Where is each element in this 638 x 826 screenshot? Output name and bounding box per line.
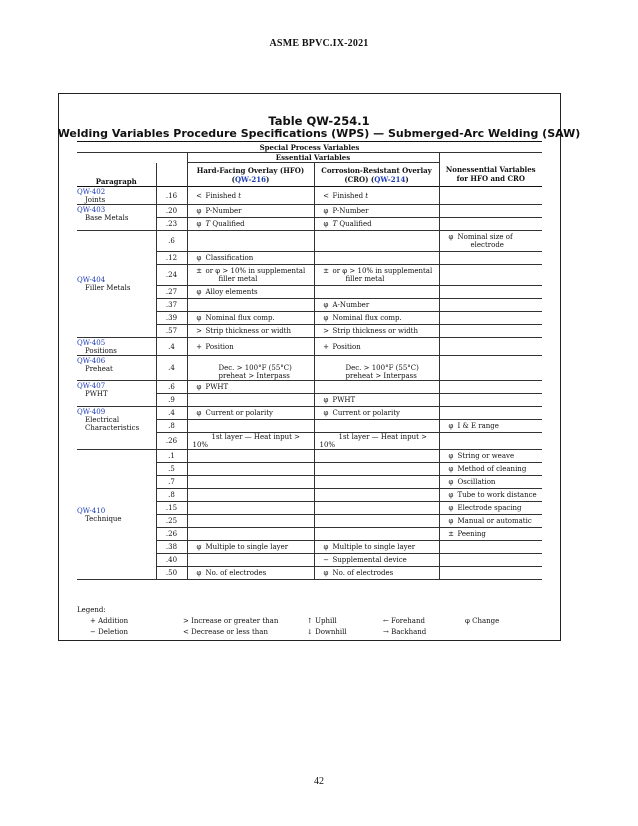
- nonessential-cell: [439, 407, 542, 420]
- nonessential-cell: [439, 489, 542, 502]
- hfo-symbol: +: [196, 342, 202, 351]
- hfo-text: Current or polarity: [205, 409, 273, 417]
- cro-symbol: φ: [323, 409, 329, 417]
- table-row: [77, 231, 542, 252]
- group-name: Electrical: [85, 416, 120, 424]
- cro-cell: [314, 433, 439, 450]
- nonessential-symbol: φ: [448, 465, 454, 473]
- cro-text: 1st layer — Heat input > 10%: [319, 433, 427, 449]
- hfo-text: 1st layer — Heat input > 10%: [192, 433, 300, 449]
- cro-cell: [314, 265, 439, 286]
- hfo-symbol: φ: [196, 314, 202, 322]
- nonessential-cell: [439, 420, 542, 433]
- group-code-link[interactable]: QW-406: [77, 357, 106, 365]
- hfo-cell: [187, 407, 314, 420]
- variable-number: .12: [156, 252, 187, 265]
- cro-cell: [314, 356, 439, 381]
- essential-header: Essential Variables: [187, 153, 439, 163]
- hfo-cell: [187, 252, 314, 265]
- table-row: [77, 381, 542, 394]
- cro-symbol: +: [323, 342, 329, 351]
- cro-text-cont: preheat > Interpass: [345, 372, 417, 380]
- nonessential-text: Peening: [457, 530, 486, 538]
- nonessential-text: String or weave: [457, 452, 515, 460]
- nonessential-cell: [439, 338, 542, 356]
- variable-symbol: t: [238, 191, 242, 200]
- cro-symbol: φ: [323, 569, 329, 577]
- hfo-cell: [187, 502, 314, 515]
- cro-cell: [314, 450, 439, 463]
- group-base: [77, 205, 156, 231]
- cro-symbol: φ: [323, 314, 329, 322]
- text-part: Finished: [205, 191, 239, 200]
- nonessential-symbol: ±: [448, 530, 454, 538]
- hfo-symbol: φ: [196, 254, 202, 262]
- nonessential-text: Method of cleaning: [457, 465, 527, 473]
- cro-cell: [314, 528, 439, 541]
- variables-table: [77, 141, 542, 580]
- hfo-cell: [187, 450, 314, 463]
- nonessential-cell: [439, 476, 542, 489]
- hfo-cell: [187, 381, 314, 394]
- hfo-text: Classification: [205, 254, 254, 262]
- variable-number: .57: [156, 325, 187, 338]
- hfo-symbol: φ: [196, 220, 202, 228]
- nonessential-cell: [439, 218, 542, 231]
- cro-cell: [314, 312, 439, 325]
- variable-number: .37: [156, 299, 187, 312]
- cro-cell: [314, 554, 439, 567]
- nonessential-cell: [439, 528, 542, 541]
- cro-cell: [314, 541, 439, 554]
- variable-number: .1: [156, 450, 187, 463]
- nonessential-cell: [439, 541, 542, 554]
- hfo-ref-link[interactable]: QW-216: [234, 174, 267, 184]
- special-process-header: Special Process Variables: [77, 142, 542, 153]
- group-code-link[interactable]: QW-404: [77, 276, 106, 284]
- variable-number: .4: [156, 407, 187, 420]
- variable-number: .40: [156, 554, 187, 567]
- variable-number: .8: [156, 420, 187, 433]
- nonessential-symbol: φ: [448, 491, 454, 499]
- hfo-cell: [187, 489, 314, 502]
- legend-increase: > Increase or greater than: [183, 617, 279, 625]
- cro-header: Corrosion-Resistant Overlay (CRO) (QW-214): [314, 163, 439, 187]
- cro-cell: [314, 515, 439, 528]
- hfo-text-cont: preheat > Interpass: [218, 372, 290, 380]
- group-name: Preheat: [85, 365, 113, 373]
- variable-symbol: T: [332, 220, 338, 228]
- cro-text-cont: filler metal: [345, 275, 385, 283]
- hfo-symbol: >: [196, 327, 202, 335]
- hfo-cell: [187, 231, 314, 252]
- cro-text: Current or polarity: [332, 409, 400, 417]
- group-code-link[interactable]: QW-405: [77, 339, 106, 347]
- group-name: Positions: [85, 347, 117, 355]
- table-row: [77, 450, 542, 463]
- hfo-cell: [187, 265, 314, 286]
- group-technique: [77, 450, 156, 580]
- legend-uphill: ↑ Uphill: [307, 617, 337, 625]
- cro-symbol: φ: [323, 207, 329, 215]
- cro-symbol: φ: [323, 301, 329, 309]
- hfo-symbol: φ: [196, 288, 202, 296]
- cro-text: Dec. > 100°F (55°C): [345, 364, 419, 372]
- nonessential-cell: [439, 433, 542, 450]
- cro-cell: [314, 325, 439, 338]
- cro-text: [333, 220, 372, 228]
- cro-cell: [314, 381, 439, 394]
- nonessential-cell: [439, 567, 542, 580]
- group-code-link[interactable]: QW-409: [77, 408, 106, 416]
- cro-symbol: φ: [323, 220, 329, 228]
- hfo-text: P-Number: [205, 207, 242, 215]
- hfo-cell: [187, 299, 314, 312]
- variable-number: .16: [156, 187, 187, 205]
- cro-cell: [314, 205, 439, 218]
- hfo-symbol: φ: [196, 383, 202, 391]
- cro-cell: [314, 489, 439, 502]
- nonessential-cell: [439, 394, 542, 407]
- table-row: [77, 338, 542, 356]
- cro-cell: [314, 407, 439, 420]
- variable-number: .4: [156, 356, 187, 381]
- hfo-cell: [187, 312, 314, 325]
- hfo-cell: [187, 218, 314, 231]
- nonessential-symbol: φ: [448, 233, 454, 241]
- hfo-cell: [187, 528, 314, 541]
- nonessential-cell: [439, 231, 542, 252]
- cro-cell: [314, 394, 439, 407]
- variable-number: .26: [156, 433, 187, 450]
- cro-cell: [314, 502, 439, 515]
- table-title: Welding Variables Procedure Specifications (WPS) — Submerged-Arc Welding (SAW): [57, 127, 581, 140]
- cro-text: A-Number: [332, 301, 370, 309]
- hfo-label: Hard-Facing Overlay (HFO): [196, 165, 305, 175]
- cro-cell: [314, 476, 439, 489]
- hfo-cell: [187, 463, 314, 476]
- nonessential-symbol: φ: [448, 517, 454, 525]
- hfo-text: Alloy elements: [205, 288, 258, 296]
- hfo-symbol: φ: [196, 207, 202, 215]
- group-code-link[interactable]: QW-403: [77, 206, 106, 214]
- variable-number: .6: [156, 231, 187, 252]
- variable-symbol: T: [205, 220, 211, 228]
- variable-number: .7: [156, 476, 187, 489]
- hfo-cell: [187, 567, 314, 580]
- nonessential-text-cont: electrode: [470, 241, 504, 249]
- hfo-text-cont: filler metal: [218, 275, 258, 283]
- variable-number: .38: [156, 541, 187, 554]
- hfo-text: PWHT: [205, 383, 229, 391]
- cro-text: P-Number: [332, 207, 369, 215]
- nonessential-symbol: φ: [448, 422, 454, 430]
- table-row: [77, 205, 542, 218]
- cro-text: [333, 192, 369, 200]
- group-name: Technique: [85, 514, 122, 523]
- group-filler: [77, 231, 156, 338]
- variable-number: .9: [156, 394, 187, 407]
- nonessential-cell: [439, 356, 542, 381]
- legend-title: Legend:: [77, 606, 106, 614]
- nonessential-cell: [439, 187, 542, 205]
- nonessential-cell: [439, 312, 542, 325]
- legend-forehand: ← Forehand: [383, 617, 425, 625]
- nonessential-cell: [439, 325, 542, 338]
- nonessential-text: Tube to work distance: [457, 491, 537, 499]
- hfo-cell: [187, 394, 314, 407]
- hfo-text: Position: [205, 342, 234, 351]
- variable-number: .6: [156, 381, 187, 394]
- hfo-text: or φ > 10% in supplemental: [205, 267, 306, 275]
- nonessential-text: I & E range: [457, 422, 499, 430]
- cro-text: Multiple to single layer: [332, 543, 416, 551]
- group-electrical: [77, 407, 156, 450]
- hfo-cell: [187, 338, 314, 356]
- hfo-text: Dec. > 100°F (55°C): [218, 364, 292, 372]
- nonessential-cell: [439, 515, 542, 528]
- cro-cell: [314, 218, 439, 231]
- group-name: Characteristics: [85, 424, 140, 432]
- legend-addition: + Addition: [90, 617, 129, 625]
- cro-cell: [314, 463, 439, 476]
- cro-prefix: (CRO): [344, 174, 369, 184]
- hfo-cell: [187, 420, 314, 433]
- group-code-link[interactable]: QW-402: [77, 188, 106, 196]
- nonessential-cell: [439, 265, 542, 286]
- cro-text: Position: [332, 342, 361, 351]
- cro-cell: [314, 286, 439, 299]
- cro-cell: [314, 187, 439, 205]
- variable-number: .23: [156, 218, 187, 231]
- nonessential-text: Nominal size of: [457, 233, 513, 241]
- variable-number: .8: [156, 489, 187, 502]
- variable-symbol: t: [365, 191, 369, 200]
- group-joints: [77, 187, 156, 205]
- hfo-cell: [187, 187, 314, 205]
- cro-symbol: −: [323, 556, 329, 564]
- nonessential-cell: [439, 463, 542, 476]
- legend-backhand: → Backhand: [383, 628, 427, 636]
- cro-text: Nominal flux comp.: [332, 314, 402, 322]
- nonessential-header: Nonessential Variables for HFO and CRO: [439, 163, 542, 187]
- cro-cell: [314, 231, 439, 252]
- paragraph-header: Paragraph: [95, 177, 137, 186]
- table-number: Table QW-254.1: [268, 114, 370, 128]
- table-row: [77, 356, 542, 381]
- hfo-cell: [187, 325, 314, 338]
- page-number: 42: [314, 776, 324, 787]
- nonessential-cell: [439, 286, 542, 299]
- hfo-cell: [187, 286, 314, 299]
- table-row: [77, 407, 542, 420]
- hfo-cell: [187, 554, 314, 567]
- cro-text: Strip thickness or width: [332, 327, 419, 335]
- cro-text: No. of electrodes: [332, 569, 394, 577]
- variable-number: .24: [156, 265, 187, 286]
- hfo-text: Nominal flux comp.: [205, 314, 275, 322]
- nonessential-text: Electrode spacing: [457, 504, 522, 512]
- text-part: Finished: [332, 191, 366, 200]
- legend-change: φ Change: [465, 617, 500, 625]
- variable-number: .39: [156, 312, 187, 325]
- cro-text: PWHT: [332, 396, 356, 404]
- nonessential-text: Manual or automatic: [457, 517, 532, 525]
- hfo-cell: [187, 476, 314, 489]
- hfo-text: Strip thickness or width: [205, 327, 292, 335]
- nonessential-cell: [439, 252, 542, 265]
- nonessential-text: Oscillation: [457, 478, 496, 486]
- variable-number: .50: [156, 567, 187, 580]
- hfo-text: Multiple to single layer: [205, 543, 289, 551]
- cro-cell: [314, 252, 439, 265]
- text-part: Qualified: [210, 220, 245, 228]
- cro-symbol: <: [323, 191, 329, 200]
- variable-number: .27: [156, 286, 187, 299]
- cro-symbol: φ: [323, 396, 329, 404]
- cro-text: or φ > 10% in supplemental: [332, 267, 433, 275]
- group-code-link[interactable]: QW-410: [77, 506, 106, 515]
- nonessential-cell: [439, 554, 542, 567]
- hfo-symbol: <: [196, 191, 202, 200]
- text-part: Qualified: [337, 220, 372, 228]
- nonessential-symbol: φ: [448, 452, 454, 460]
- legend-deletion: − Deletion: [90, 628, 129, 636]
- nonessential-cell: [439, 450, 542, 463]
- cro-cell: [314, 420, 439, 433]
- cro-symbol: >: [323, 327, 329, 335]
- group-code-link[interactable]: QW-407: [77, 382, 106, 390]
- nonessential-cell: [439, 381, 542, 394]
- variable-number: .15: [156, 502, 187, 515]
- group-name: Filler Metals: [85, 284, 131, 292]
- hfo-cell: [187, 433, 314, 450]
- group-pwht: [77, 381, 156, 407]
- hfo-cell: [187, 205, 314, 218]
- cro-symbol: φ: [323, 543, 329, 551]
- cro-text: Supplemental device: [332, 556, 407, 564]
- hfo-text: [206, 220, 245, 228]
- hfo-cell: [187, 515, 314, 528]
- hfo-cell: [187, 356, 314, 381]
- nonessential-cell: [439, 299, 542, 312]
- group-name: Base Metals: [85, 214, 129, 222]
- running-header: ASME BPVC.IX-2021: [269, 38, 369, 49]
- hfo-text: No. of electrodes: [205, 569, 267, 577]
- group-name: PWHT: [85, 390, 108, 398]
- hfo-symbol: φ: [196, 569, 202, 577]
- nonessential-cell: [439, 205, 542, 218]
- cro-ref-link[interactable]: QW-214: [374, 174, 406, 184]
- group-preheat: [77, 356, 156, 381]
- nonessential-cell: [439, 502, 542, 515]
- cro-label: Corrosion-Resistant Overlay: [321, 165, 432, 175]
- cro-cell: [314, 567, 439, 580]
- variable-number: .25: [156, 515, 187, 528]
- variable-number: .26: [156, 528, 187, 541]
- variable-number: .4: [156, 338, 187, 356]
- legend-decrease: < Decrease or less than: [183, 628, 268, 636]
- legend-downhill: ↓ Downhill: [307, 628, 347, 636]
- cro-symbol: ±: [323, 267, 329, 275]
- cro-cell: [314, 338, 439, 356]
- cro-cell: [314, 299, 439, 312]
- nonessential-symbol: φ: [448, 478, 454, 486]
- hfo-symbol: φ: [196, 409, 202, 417]
- group-positions: [77, 338, 156, 356]
- group-name: Joints: [85, 196, 106, 204]
- hfo-text: [206, 192, 242, 200]
- hfo-symbol: ±: [196, 267, 202, 275]
- hfo-symbol: φ: [196, 543, 202, 551]
- variable-number: .20: [156, 205, 187, 218]
- hfo-header: Hard-Facing Overlay (HFO) (QW-216): [187, 163, 314, 187]
- nonessential-symbol: φ: [448, 504, 454, 512]
- table-row: [77, 187, 542, 205]
- hfo-cell: [187, 541, 314, 554]
- variable-number: .5: [156, 463, 187, 476]
